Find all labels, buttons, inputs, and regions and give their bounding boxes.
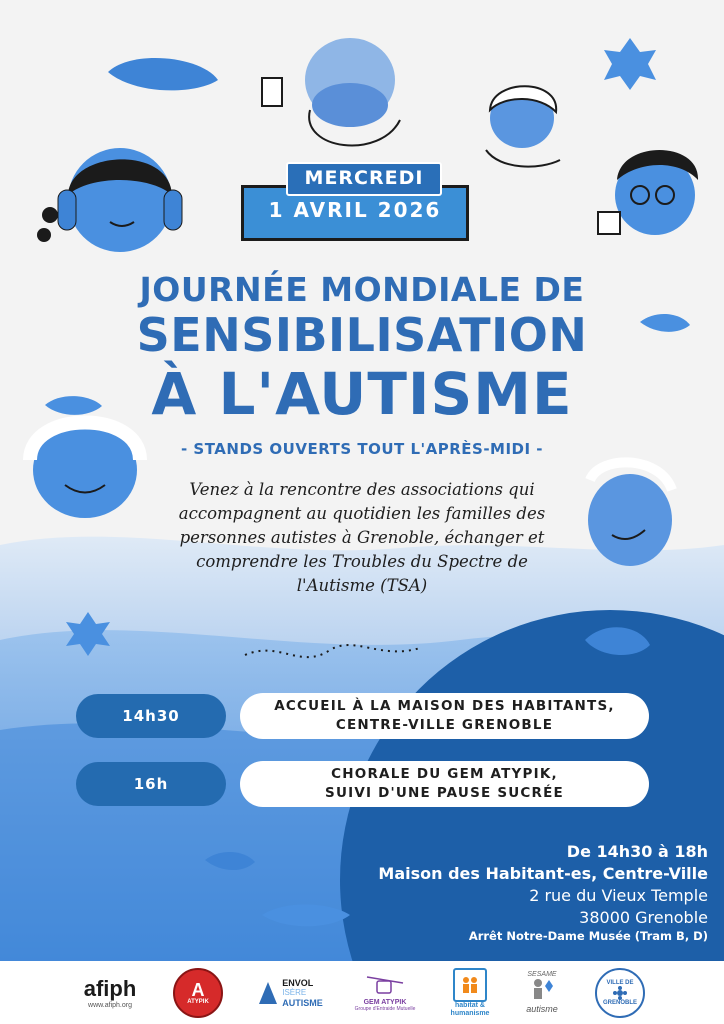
envol-logo-line: AUTISME [282, 997, 323, 1008]
schedule-time-1: 14h30 [76, 694, 226, 738]
gem-cable-car-icon [365, 973, 405, 995]
envol-bird-icon [257, 980, 279, 1006]
partner-logos [0, 961, 724, 1024]
venue-transit-stop: Arrêt Notre-Dame Musée (Tram B, D) [468, 929, 708, 943]
habitat-logo-line: humanisme [450, 1009, 490, 1017]
star-icon [604, 38, 656, 90]
gem-atypik-logo [350, 961, 420, 1024]
venue-street: 2 rue du Vieux Temple [529, 886, 708, 905]
afiph-logo-url: www.afiph.org [88, 1002, 132, 1009]
intro-line: accompagnent au quotidien les familles des [178, 504, 546, 523]
gem-logo-line: GEM ATYPIK [363, 999, 407, 1006]
title-line-2: SENSIBILISATION [136, 308, 588, 362]
sesame-logo-line: autisme [526, 1004, 558, 1014]
schedule-description-line: ACCUEIL À LA MAISON DES HABITANTS, [274, 698, 615, 714]
envol-logo-line: ENVOL [282, 977, 314, 988]
schedule-description-1 [240, 693, 649, 739]
intro-line: Venez à la rencontre des associations qui [189, 480, 535, 499]
schedule-description-line: SUIVI D'UNE PAUSE SUCRÉE [325, 785, 564, 801]
ville-logo-line: VILLE DE [606, 979, 634, 986]
flower-icon [613, 986, 627, 1000]
habitat-humanisme-logo [440, 961, 500, 1024]
atypik-badge-logo: A ATYPIK [172, 961, 224, 1024]
envol-isere-autisme-logo [250, 961, 330, 1024]
sesame-figure-icon [529, 978, 555, 1000]
title-line-3: À L'AUTISME [151, 360, 573, 428]
schedule-time-2: 16h [76, 762, 226, 806]
intro-line: personnes autistes à Grenoble, échanger et [179, 528, 545, 547]
venue-hours: De 14h30 à 18h [566, 842, 708, 861]
ville-logo-line: GRENOBLE [602, 999, 637, 1006]
curly-hair-girl-illustration [30, 422, 140, 518]
afiph-logo [70, 961, 150, 1024]
date-value: 1 AVRIL 2026 [268, 198, 442, 222]
envol-logo-line: ISÈRE [282, 987, 307, 997]
venue-name: Maison des Habitant-es, Centre-Ville [378, 864, 708, 883]
atypik-badge-text: ATYPIK [187, 998, 209, 1005]
schedule-description-line: CHORALE DU GEM ATYPIK, [331, 766, 558, 782]
sesame-autisme-logo [512, 961, 572, 1024]
schedule-description-line: CENTRE-VILLE GRENOBLE [335, 717, 554, 733]
gem-logo-line: Groupe d'Entraide Mutuelle [354, 1006, 416, 1012]
boy-illustration [486, 86, 560, 166]
schedule-description-2 [240, 761, 649, 807]
habitat-logo-line: habitat & [455, 1001, 485, 1009]
people-icon [460, 976, 480, 994]
bearded-man-illustration [262, 38, 400, 145]
intro-line: l'Autisme (TSA) [296, 576, 428, 595]
intro-text [160, 478, 564, 598]
ville-de-grenoble-logo [592, 961, 648, 1024]
intro-line: comprendre les Troubles du Spectre de [196, 552, 528, 571]
date-weekday: MERCREDI [286, 162, 442, 196]
title-line-1: JOURNÉE MONDIALE DE [139, 270, 585, 309]
person-with-glasses-illustration [598, 150, 698, 235]
subtitle: - STANDS OUVERTS TOUT L'APRÈS-MIDI - [180, 440, 544, 458]
afiph-logo-name: afiph [83, 976, 137, 1001]
sesame-logo-line: SESAME [527, 971, 557, 978]
girl-with-headphones-illustration [37, 148, 182, 252]
venue-city: 38000 Grenoble [579, 908, 708, 927]
man-with-hair-illustration [588, 462, 672, 566]
